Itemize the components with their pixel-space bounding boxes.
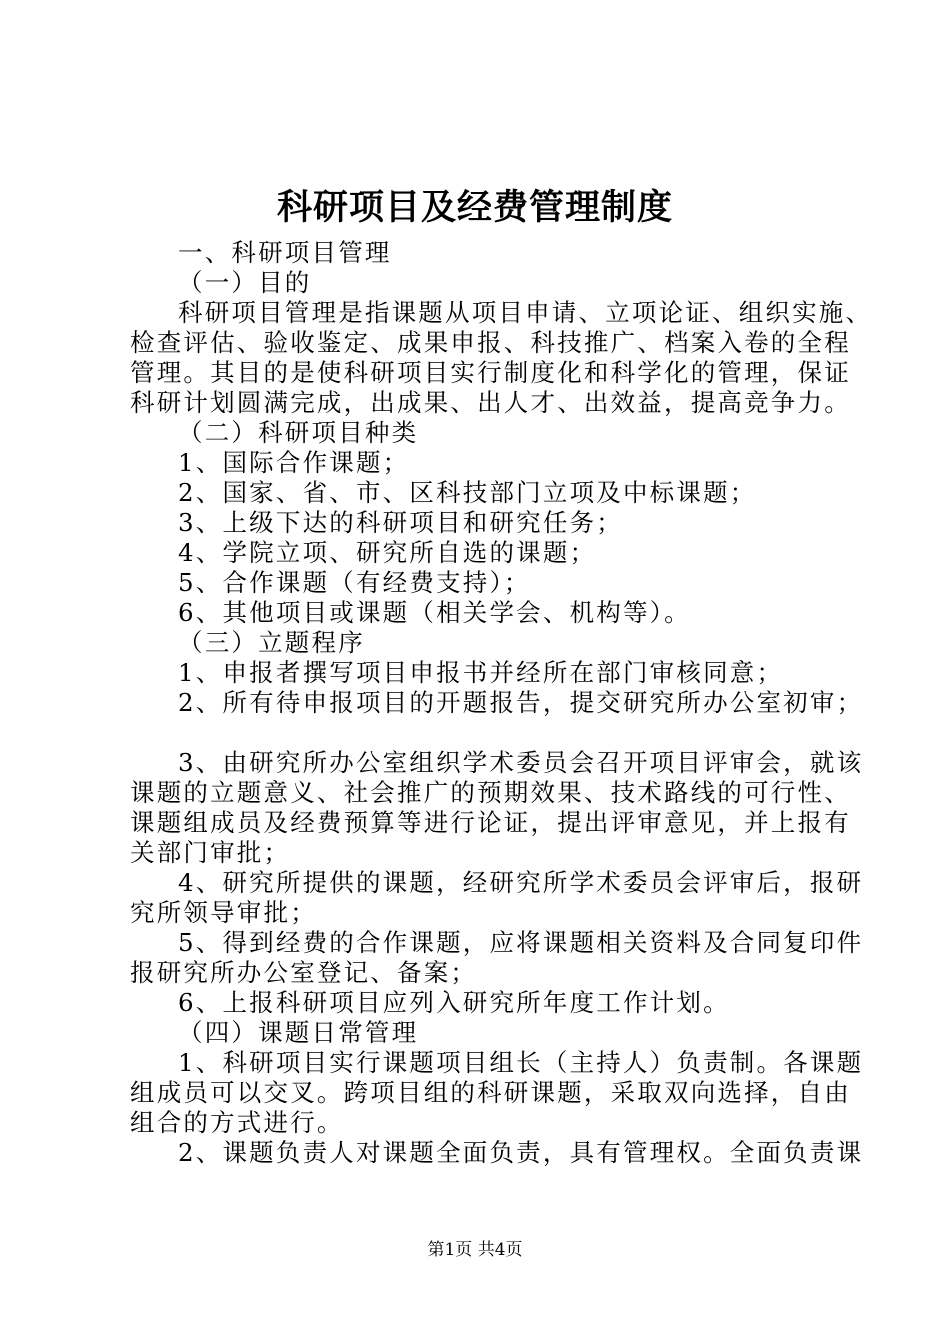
body-line: 检查评估、验收鉴定、成果申报、科技推广、档案入卷的全程 <box>130 328 851 357</box>
body-line: 课题的立题意义、社会推广的预期效果、技术路线的可行性、 <box>130 778 851 807</box>
section-heading: （四）课题日常管理 <box>178 1018 419 1047</box>
page-footer: 第1页 共4页 <box>427 1240 523 1260</box>
body-line: 1、科研项目实行课题项目组长（主持人）负责制。各课题 <box>178 1048 864 1077</box>
body-line: 5、得到经费的合作课题，应将课题相关资料及合同复印件 <box>178 928 864 957</box>
body-line: 2、课题负责人对课题全面负责，具有管理权。全面负责课 <box>178 1138 864 1167</box>
body-line: 组合的方式进行。 <box>130 1108 344 1137</box>
body-line: 6、其他项目或课题（相关学会、机构等）。 <box>178 598 691 627</box>
body-line: 报研究所办公室登记、备案； <box>130 958 478 987</box>
body-line: 组成员可以交叉。跨项目组的科研课题，采取双向选择，自由 <box>130 1078 851 1107</box>
body-line: 4、研究所提供的课题，经研究所学术委员会评审后，报研 <box>178 868 864 897</box>
section-heading: （二）科研项目种类 <box>178 418 419 447</box>
body-line: 关部门审批； <box>130 838 291 867</box>
body-line: 6、上报科研项目应列入研究所年度工作计划。 <box>178 988 730 1017</box>
body-line: 1、国际合作课题； <box>178 448 410 477</box>
chapter-heading: 一、科研项目管理 <box>178 238 392 267</box>
document-title: 科研项目及经费管理制度 <box>276 187 673 228</box>
body-line: 科研计划圆满完成，出成果、出人才、出效益，提高竞争力。 <box>130 388 851 417</box>
body-line: 1、申报者撰写项目申报书并经所在部门审核同意； <box>178 658 784 687</box>
body-line: 3、上级下达的科研项目和研究任务； <box>178 508 623 537</box>
body-line: 课题组成员及经费预算等进行论证，提出评审意见，并上报有 <box>130 808 851 837</box>
body-line: 究所领导审批； <box>130 898 317 927</box>
body-line: 管理。其目的是使科研项目实行制度化和科学化的管理，保证 <box>130 358 851 387</box>
section-heading: （一）目的 <box>178 268 312 297</box>
body-line: 2、国家、省、市、区科技部门立项及中标课题； <box>178 478 757 507</box>
body-line: 5、合作课题（有经费支持）； <box>178 568 531 597</box>
body-line: 4、学院立项、研究所自选的课题； <box>178 538 597 567</box>
body-line: 科研项目管理是指课题从项目申请、立项论证、组织实施、 <box>178 298 873 327</box>
body-line: 3、由研究所办公室组织学术委员会召开项目评审会，就该 <box>178 748 864 777</box>
body-line: 2、所有待申报项目的开题报告，提交研究所办公室初审； <box>178 688 864 717</box>
section-heading: （三）立题程序 <box>178 628 365 657</box>
